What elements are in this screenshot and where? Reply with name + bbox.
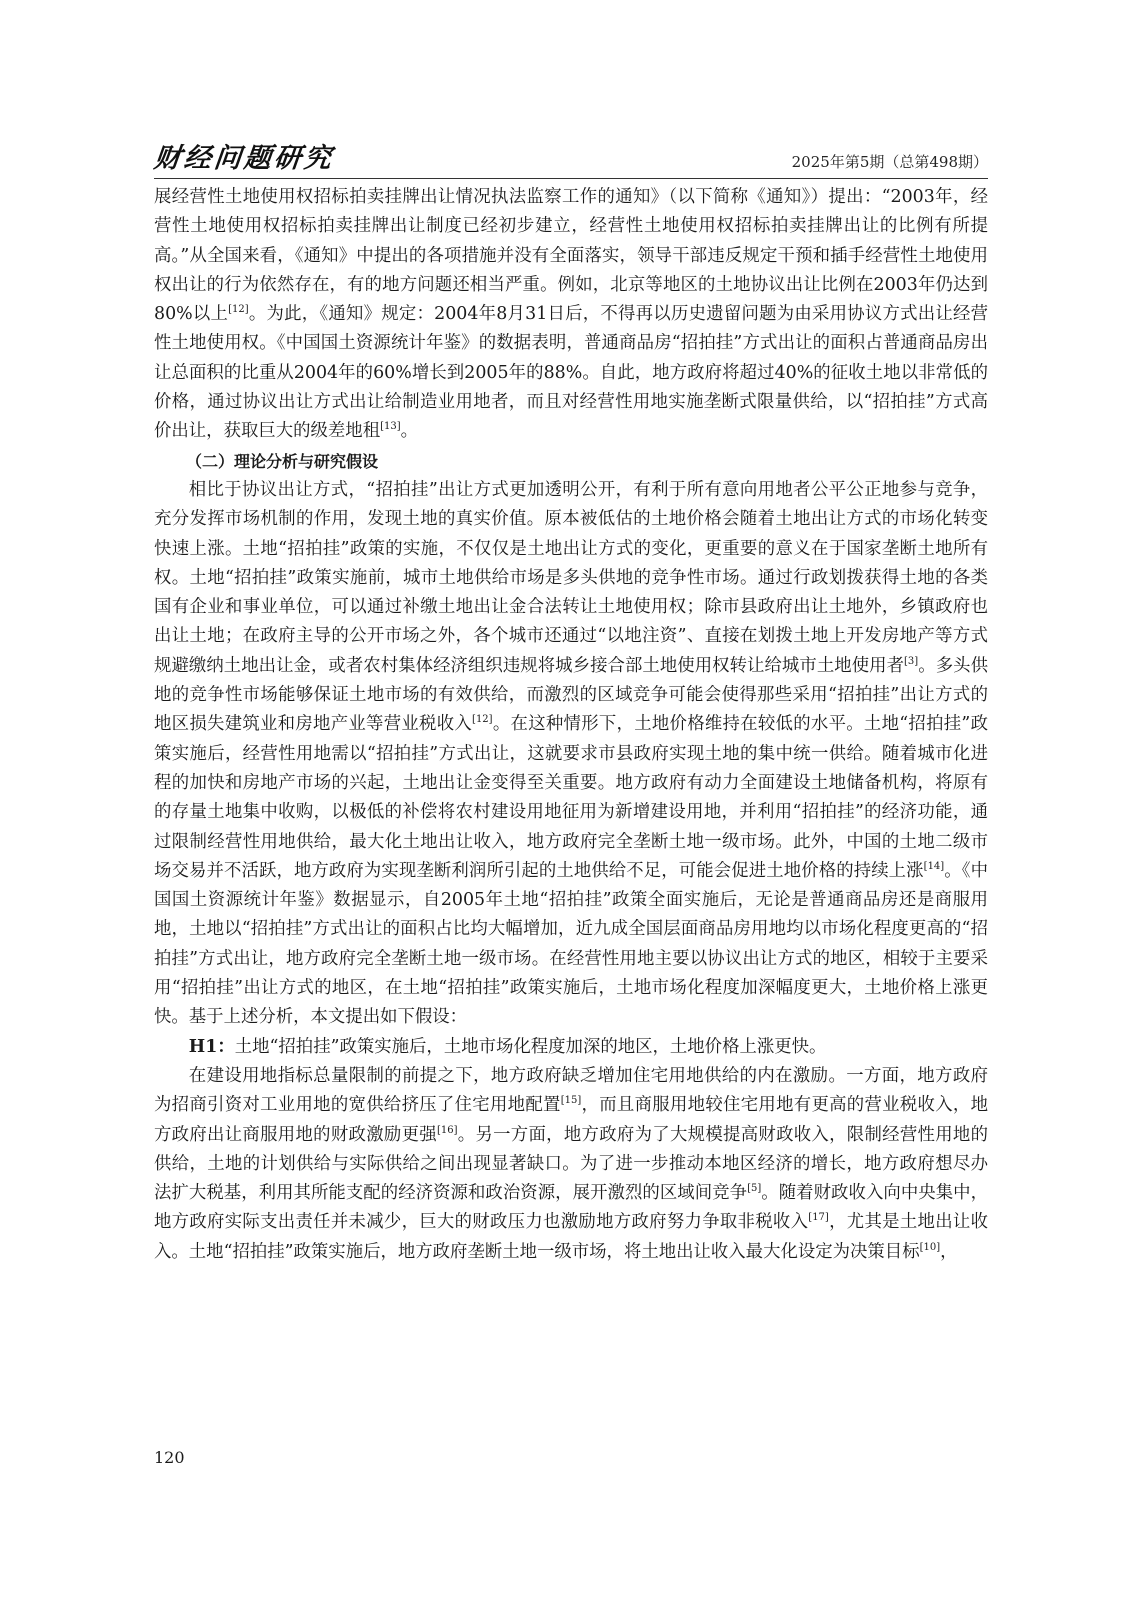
- journal-title: 财经问题研究: [152, 143, 336, 174]
- paragraph-text: 展经营性土地使用权招标拍卖挂牌出让情况执法监察工作的通知》（以下简称《通知》）提出：“2003年，经营性土地使用权招标拍卖挂牌出让制度已经初步建立，经营性土地使用权招标拍卖挂牌出让的比例有所提高。”从全国来看，《通知》中提出的各项措施并没有全面落实，领导干部违反规定干预和插手经营性土地使用权出让的行为依然存在，有的地方问题还相当严重。例如，北京等地区的土地协议出让比例在2003年仍达到80%以上: [154, 187, 988, 325]
- hypothesis: [154, 1033, 988, 1062]
- article-body: [154, 183, 988, 1267]
- paragraph: [154, 1062, 988, 1267]
- citation: [3]: [904, 655, 919, 667]
- issue-info: 2025年第5期（总第498期）: [791, 153, 988, 171]
- paragraph-text: 。《中国国土资源统计年鉴》数据显示，自2005年土地“招拍挂”政策全面实施后，无论是普通商品房还是商服用地，土地以“招拍挂”方式出让的面积占比均大幅增加，近九成全国层面商品房用地均以市场化程度更高的“招拍挂”方式出让，地方政府完全垄断土地一级市场。在经营性用地主要以协议出让方式的地区，相较于主要采用“招拍挂”出让方式的地区，在土地“招拍挂”政策实施后，土地市场化程度加深幅度更大，土地价格上涨更快。基于上述分析，本文提出如下假设：: [154, 860, 988, 1028]
- citation: [14]: [923, 860, 945, 872]
- paragraph-text: ，而且商服用地较住宅用地有更高的营业税收入，地方政府出让商服用地的财政激励更强: [154, 1095, 988, 1145]
- paragraph-text: ，: [940, 1241, 958, 1262]
- page-number: 120: [154, 1448, 185, 1467]
- paragraph-text: 。为此，《通知》规定：2004年8月31日后，不得再以历史遗留问题为由采用协议方式出让经营性土地使用权。《中国国土资源统计年鉴》的数据表明，普通商品房“招拍挂”方式出让的面积占普通商品房出让总面积的比重从2004年的60%增长到2005年的88%。自此，地方政府将超过40%的征收土地以非常低的价格，通过协议出让方式出让给制造业用地者，而且对经营性用地实施垄断式限量供给，以“招拍挂”方式高价出让，获取巨大的级差地租: [154, 304, 988, 442]
- citation: [15]: [560, 1095, 582, 1107]
- citation: [17]: [808, 1212, 829, 1224]
- paragraph-text: 。另一方面，地方政府为了大规模提高财政收入，限制经营性用地的供给，土地的计划供给与实际供给之间出现显著缺口。为了进一步推动本地区经济的增长，地方政府想尽办法扩大税基，利用其所能支配的经济资源和政治资源，展开激烈的区域间竞争: [154, 1124, 988, 1204]
- paragraph-text: 。在这种情形下，土地价格维持在较低的水平。土地“招拍挂”政策实施后，经营性用地需以“招拍挂”方式出让，这就要求市县政府实现土地的集中统一供给。随着城市化进程的加快和房地产市场的兴起，土地出让金变得至关重要。地方政府有动力全面建设土地储备机构，将原有的存量土地集中收购，以极低的补偿将农村建设用地征用为新增建设用地，并利用“招拍挂”的经济功能，通过限制经营性用地供给，最大化土地出让收入，地方政府完全垄断土地一级市场。此外，中国的土地二级市场交易并不活跃，地方政府为实现垄断利润所引起的土地供给不足，可能会促进土地价格的持续上涨: [154, 714, 988, 881]
- paragraph-text: 。: [400, 421, 419, 442]
- page-header: [154, 142, 988, 176]
- section-heading: （二）理论分析与研究假设: [186, 451, 379, 471]
- paragraph-text: 相比于协议出让方式，“招拍挂”出让方式更加透明公开，有利于所有意向用地者公平公正地参与竞争，充分发挥市场机制的作用，发现土地的真实价值。原本被低估的土地价格会随着土地出让方式的市场化转变快速上涨。土地“招拍挂”政策的实施，不仅仅是土地出让方式的变化，更重要的意义在于国家垄断土地所有权。土地“招拍挂”政策实施前，城市土地供给市场是多头供地的竞争性市场。通过行政划拨获得土地的各类国有企业和事业单位，可以通过补缴土地出让金合法转让土地使用权；除市县政府出让土地外，乡镇政府也出让土地；在政府主导的公开市场之外，各个城市还通过“以地注资”、直接在划拨土地上开发房地产等方式规避缴纳土地出让金，或者农村集体经济组织违规将城乡接合部土地使用权转让给城市土地使用者: [154, 479, 988, 676]
- citation: [12]: [472, 714, 493, 726]
- header-rule: [154, 178, 988, 179]
- paragraph-continued: [154, 183, 988, 447]
- citation: [5]: [747, 1183, 762, 1195]
- citation: [12]: [228, 304, 249, 316]
- citation: [13]: [380, 421, 401, 433]
- paragraph-text: 在建设用地指标总量限制的前提之下，地方政府缺乏增加住宅用地供给的内在激励。一方面，地方政府为招商引资对工业用地的宽供给挤压了住宅用地配置: [154, 1065, 988, 1116]
- citation: [16]: [436, 1124, 458, 1136]
- citation: [10]: [919, 1241, 941, 1253]
- paragraph-text: ，尤其是土地出让收入。土地“招拍挂”政策实施后，地方政府垄断土地一级市场，将土地出让收入最大化设定为决策目标: [154, 1212, 988, 1262]
- paragraph-text: 。随着财政收入向中央集中，地方政府实际支出责任并未减少，巨大的财政压力也激励地方政府努力争取非税收入: [154, 1183, 988, 1233]
- paragraph-text: 。多头供地的竞争性市场能够保证土地市场的有效供给，而激烈的区域竞争可能会使得那些采用“招拍挂”出让方式的地区损失建筑业和房地产业等营业税收入: [154, 655, 988, 735]
- hypothesis-label: H1：: [188, 1036, 235, 1057]
- hypothesis-text: 土地“招拍挂”政策实施后，土地市场化程度加深的地区，土地价格上涨更快。: [234, 1036, 827, 1057]
- paragraph: [154, 476, 988, 1033]
